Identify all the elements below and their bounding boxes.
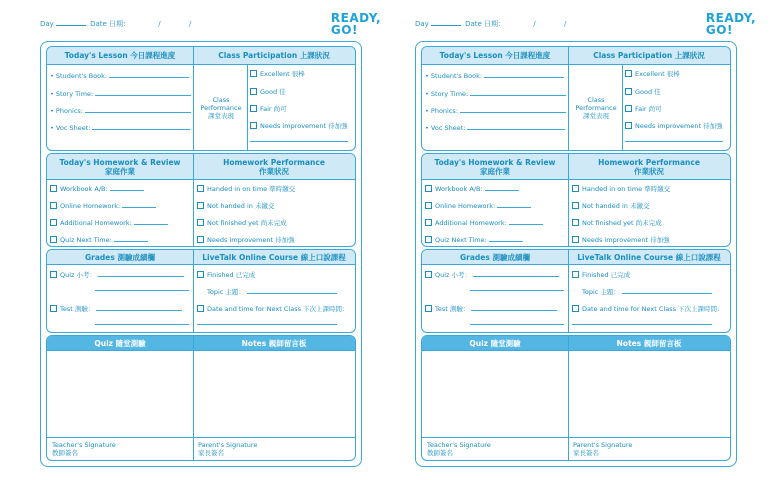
answer-line[interactable] — [109, 71, 189, 78]
lesson-item: • Story Time: — [50, 89, 191, 98]
box-header — [422, 336, 730, 351]
signature-divider — [47, 437, 355, 438]
checkbox[interactable] — [572, 271, 579, 278]
box-header — [47, 336, 355, 351]
checkbox[interactable] — [250, 70, 257, 77]
lesson-participation-box — [46, 46, 356, 151]
hw-performance-option[interactable]: Not finished yet 尚未完成 — [197, 218, 287, 227]
homework-item[interactable]: Quiz Next Time: — [50, 235, 148, 244]
test-grade-row[interactable]: Test 測驗： — [50, 304, 182, 313]
checkbox[interactable] — [197, 236, 204, 243]
participation-option[interactable]: Fair 尚可 — [625, 104, 662, 113]
hw-performance-option[interactable]: Needs improvement 待加強 — [197, 235, 295, 244]
livetalk-datetime-row[interactable]: Date and time for Next Class 下次上課時間： — [197, 304, 349, 313]
signature-divider — [422, 437, 730, 438]
lesson-title: Today's Lesson 今日課程進度 — [64, 51, 176, 60]
day-date-line — [40, 18, 191, 29]
answer-line[interactable] — [470, 89, 566, 96]
class-performance-label: Class Performance 課堂表現 — [200, 96, 242, 120]
checkbox[interactable] — [425, 236, 432, 243]
livetalk-datetime-line[interactable] — [572, 318, 712, 327]
brand-line-2: GO! — [330, 23, 358, 37]
lesson-participation-box — [421, 46, 731, 151]
homework-item[interactable]: Additional Homework: — [425, 218, 543, 227]
participation-option[interactable]: Excellent 很棒 — [250, 69, 305, 78]
quiz-grade-row[interactable]: Quiz 小考： — [425, 270, 559, 279]
lesson-item: • Voc Sheet: — [425, 123, 565, 132]
day-label: Day — [40, 20, 54, 28]
participation-option[interactable]: Fair 尚可 — [250, 104, 287, 113]
column-divider — [568, 47, 569, 150]
box-header — [47, 47, 355, 65]
box-header — [47, 250, 355, 265]
date-slash-2: / — [188, 20, 192, 28]
column-divider — [568, 336, 569, 460]
checkbox[interactable] — [425, 271, 432, 278]
hw-performance-option[interactable]: Handed in on time 準時繳交 — [572, 184, 670, 193]
hw-performance-title: Homework Performance 作業狀況 — [223, 157, 325, 176]
quiz-box-title: Quiz 隨堂測驗 — [469, 338, 521, 348]
grades-title: Grades 測驗成績欄 — [460, 252, 530, 262]
homework-item[interactable]: Quiz Next Time: — [425, 235, 523, 244]
checkbox[interactable] — [197, 271, 204, 278]
checkbox[interactable] — [572, 202, 579, 209]
answer-line[interactable] — [484, 71, 564, 78]
lesson-item: • Voc Sheet: — [50, 123, 190, 132]
hw-performance-title: Homework Performance 作業狀況 — [598, 157, 700, 176]
checkbox[interactable] — [572, 219, 579, 226]
worksheet-frame — [415, 41, 737, 467]
worksheet-frame — [40, 41, 362, 467]
checkbox[interactable] — [250, 105, 257, 112]
brand-line-1: READY, — [330, 11, 381, 25]
teacher-signature[interactable]: Teacher's Signature 教師簽名 — [427, 441, 491, 457]
test-grade-line[interactable] — [95, 318, 189, 327]
participation-option[interactable]: Needs improvement 待加強 — [250, 121, 348, 130]
checkbox[interactable] — [197, 202, 204, 209]
date-slash-2: / — [563, 20, 567, 28]
participation-option[interactable]: Needs improvement 待加強 — [625, 121, 723, 130]
teacher-signature[interactable]: Teacher's Signature 教師簽名 — [52, 441, 116, 457]
date-slash-1: / — [158, 20, 161, 28]
notes-box-title: Notes 親師留言板 — [616, 338, 682, 348]
checkbox[interactable] — [250, 122, 257, 129]
parent-signature[interactable]: Parent's Signature 家長簽名 — [198, 441, 258, 457]
homework-item[interactable]: Online Homework: — [50, 201, 156, 210]
homework-item[interactable]: Online Homework: — [425, 201, 531, 210]
grades-livetalk-box — [46, 249, 356, 333]
grades-title: Grades 測驗成績欄 — [85, 252, 155, 262]
day-date-line — [415, 18, 566, 29]
lesson-title: Today's Lesson 今日課程進度 — [439, 51, 551, 60]
lesson-item: • Phonics: — [425, 106, 566, 115]
participation-extra-line[interactable] — [625, 135, 723, 144]
lesson-item: • Phonics: — [50, 106, 191, 115]
homework-item[interactable]: Workbook A/B: — [50, 184, 144, 193]
quiz-notes-box — [46, 335, 356, 461]
checkbox[interactable] — [50, 219, 57, 226]
livetalk-datetime-row[interactable]: Date and time for Next Class 下次上課時間： — [572, 304, 724, 313]
brand-line-1: READY, — [705, 11, 756, 25]
livetalk-title: LiveTalk Online Course 線上口說課程 — [202, 252, 346, 262]
column-divider — [622, 64, 623, 150]
checkbox[interactable] — [425, 202, 432, 209]
checkbox[interactable] — [197, 185, 204, 192]
checkbox[interactable] — [50, 305, 57, 312]
column-divider — [193, 47, 194, 150]
checkbox[interactable] — [50, 185, 57, 192]
checkbox[interactable] — [572, 305, 579, 312]
checkbox[interactable] — [625, 105, 632, 112]
livetalk-title: LiveTalk Online Course 線上口說課程 — [577, 252, 721, 262]
checkbox[interactable] — [250, 88, 257, 95]
brand-line-2: GO! — [705, 23, 733, 37]
homework-item[interactable]: Additional Homework: — [50, 218, 168, 227]
participation-option[interactable]: Excellent 很棒 — [625, 69, 680, 78]
checkbox[interactable] — [50, 271, 57, 278]
box-header — [422, 154, 730, 180]
parent-signature[interactable]: Parent's Signature 家長簽名 — [573, 441, 633, 457]
checkbox[interactable] — [197, 219, 204, 226]
column-divider — [247, 64, 248, 150]
worksheet-right — [413, 0, 758, 480]
hw-performance-option[interactable]: Not finished yet 尚未完成 — [572, 218, 662, 227]
date-label: Date 日期： — [90, 20, 131, 28]
livetalk-topic-row[interactable]: Topic 主題： — [207, 287, 337, 296]
brand-logo — [706, 12, 756, 36]
hw-performance-option[interactable]: Handed in on time 準時繳交 — [197, 184, 295, 193]
day-label: Day — [415, 20, 429, 28]
box-header — [422, 250, 730, 265]
answer-line[interactable] — [95, 89, 191, 96]
checkbox[interactable] — [425, 185, 432, 192]
box-header — [47, 154, 355, 180]
answer-line[interactable] — [92, 123, 190, 130]
brand-logo — [331, 12, 381, 36]
participation-title: Class Participation 上課狀況 — [218, 51, 330, 60]
column-divider — [193, 250, 194, 332]
day-field[interactable] — [431, 18, 461, 26]
checkbox[interactable] — [572, 236, 579, 243]
quiz-box-title: Quiz 隨堂測驗 — [94, 338, 146, 348]
checkbox[interactable] — [197, 305, 204, 312]
lesson-item: • Student's Book: — [50, 71, 189, 80]
test-grade-row[interactable]: Test 測驗： — [425, 304, 557, 313]
notes-box-title: Notes 親師留言板 — [241, 338, 307, 348]
livetalk-finished-option[interactable]: Finished 已完成 — [572, 270, 630, 279]
date-slash-1: / — [533, 20, 536, 28]
answer-line[interactable] — [85, 106, 191, 113]
lesson-item: • Student's Book: — [425, 71, 564, 80]
checkbox[interactable] — [625, 122, 632, 129]
participation-title: Class Participation 上課狀況 — [593, 51, 705, 60]
lesson-item: • Story Time: — [425, 89, 566, 98]
checkbox[interactable] — [50, 236, 57, 243]
quiz-grade-line[interactable] — [470, 284, 564, 293]
hw-performance-option[interactable]: Needs improvement 待加強 — [572, 235, 670, 244]
homework-item[interactable]: Workbook A/B: — [425, 184, 519, 193]
checkbox[interactable] — [625, 88, 632, 95]
livetalk-finished-option[interactable]: Finished 已完成 — [197, 270, 255, 279]
checkbox[interactable] — [625, 70, 632, 77]
hw-performance-option[interactable]: Not handed in 未繳交 — [197, 201, 275, 210]
worksheet-left — [38, 0, 383, 480]
livetalk-datetime-line[interactable] — [197, 318, 337, 327]
column-divider — [193, 154, 194, 246]
column-divider — [568, 250, 569, 332]
column-divider — [193, 336, 194, 460]
class-performance-label: Class Performance 課堂表現 — [575, 96, 617, 120]
box-header — [422, 47, 730, 65]
quiz-grade-line[interactable] — [95, 284, 189, 293]
participation-extra-line[interactable] — [250, 135, 348, 144]
answer-line[interactable] — [467, 123, 565, 130]
livetalk-topic-row[interactable]: Topic 主題： — [582, 287, 712, 296]
checkbox[interactable] — [425, 219, 432, 226]
grades-livetalk-box — [421, 249, 731, 333]
answer-line[interactable] — [460, 106, 566, 113]
participation-option[interactable]: Good 佳 — [250, 87, 286, 96]
homework-box — [421, 153, 731, 247]
test-grade-line[interactable] — [470, 318, 564, 327]
participation-option[interactable]: Good 佳 — [625, 87, 661, 96]
quiz-grade-row[interactable]: Quiz 小考： — [50, 270, 184, 279]
checkbox[interactable] — [425, 305, 432, 312]
checkbox[interactable] — [50, 202, 57, 209]
homework-title: Today's Homework & Review 家庭作業 — [434, 157, 556, 176]
column-divider — [568, 154, 569, 246]
quiz-notes-box — [421, 335, 731, 461]
checkbox[interactable] — [572, 185, 579, 192]
homework-box — [46, 153, 356, 247]
homework-title: Today's Homework & Review 家庭作業 — [59, 157, 181, 176]
day-field[interactable] — [56, 18, 86, 26]
date-label: Date 日期： — [465, 20, 506, 28]
hw-performance-option[interactable]: Not handed in 未繳交 — [572, 201, 650, 210]
